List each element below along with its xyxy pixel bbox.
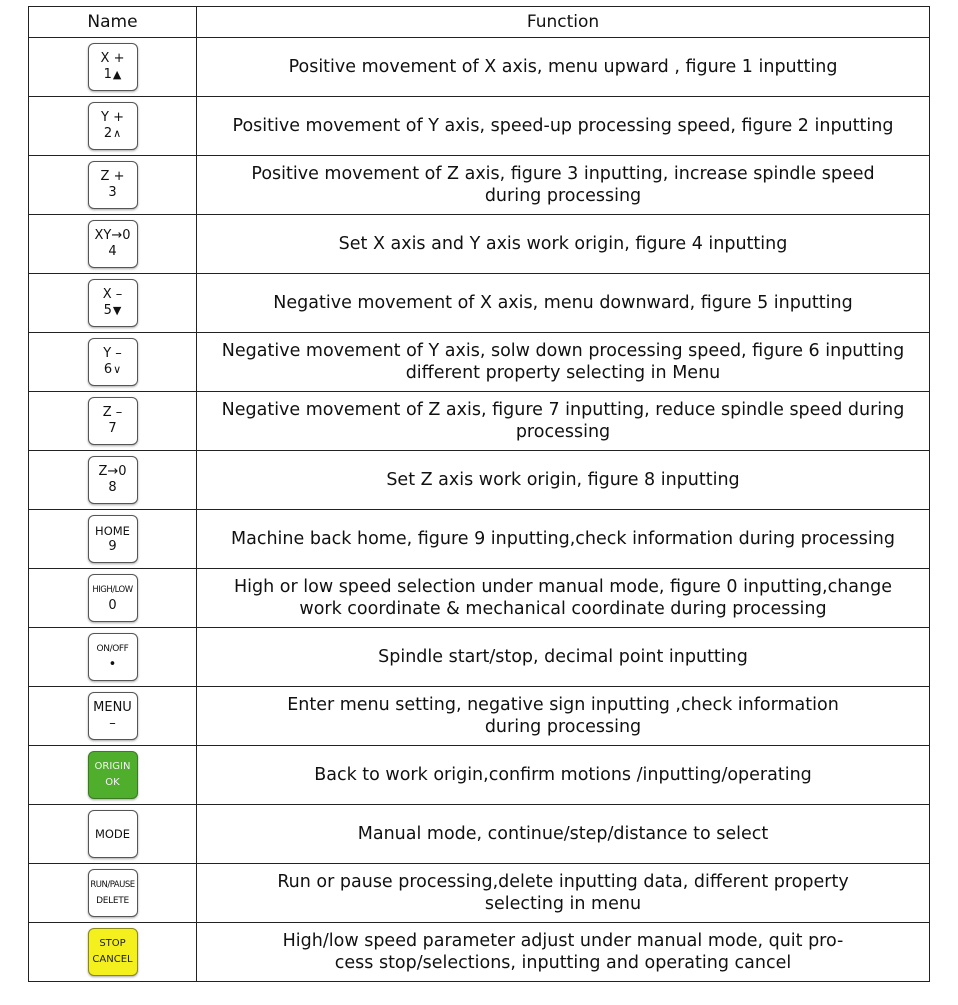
function-description: Positive movement of Y axis, speed-up processing speed, figure 2 inputting	[232, 116, 894, 136]
table-row	[29, 569, 930, 628]
table-row	[29, 628, 930, 687]
function-cell	[197, 392, 930, 451]
header-name: Name	[29, 7, 197, 38]
table-row	[29, 923, 930, 982]
keypad-key-z-3	[88, 161, 138, 209]
key-label-bottom: 3	[108, 185, 117, 200]
key-label-bottom: •	[108, 657, 117, 672]
function-cell	[197, 687, 930, 746]
key-label-bottom: –	[109, 716, 116, 731]
keypad-key-home-9	[88, 515, 138, 563]
key-label-bottom: 5	[103, 303, 112, 318]
caret-down-icon: ∨	[113, 363, 122, 376]
function-description: Manual mode, continue/step/distance to select	[357, 824, 769, 844]
keypad-key-y-2	[88, 102, 138, 150]
key-cell	[29, 628, 197, 687]
keypad-key-x-1	[88, 43, 138, 91]
key-cell	[29, 687, 197, 746]
keypad-key-origin-ok	[88, 751, 138, 799]
triangle-up-icon: ▲	[112, 68, 122, 81]
key-cell	[29, 215, 197, 274]
function-description: Machine back home, figure 9 inputting,check information during processing	[231, 529, 895, 549]
key-label-top: ON/OFF	[96, 644, 129, 654]
key-cell	[29, 923, 197, 982]
key-label-bottom-row	[96, 893, 129, 909]
key-cell	[29, 510, 197, 569]
key-label-bottom: DELETE	[96, 896, 129, 906]
keypad-key-z-0-8	[88, 456, 138, 504]
key-label-top: Z +	[100, 169, 125, 184]
key-cell	[29, 156, 197, 215]
key-label-bottom-row	[92, 952, 132, 968]
key-label-bottom-row	[109, 657, 117, 673]
key-label-bottom: 1	[103, 67, 112, 82]
key-cell	[29, 97, 197, 156]
key-cell	[29, 864, 197, 923]
function-cell	[197, 38, 930, 97]
function-cell	[197, 864, 930, 923]
key-label-bottom-row	[108, 185, 116, 201]
key-cell	[29, 451, 197, 510]
key-label-bottom-row	[104, 126, 121, 142]
key-label-top: ORIGIN	[94, 761, 131, 772]
table-row	[29, 451, 930, 510]
function-cell	[197, 923, 930, 982]
key-label-bottom-row	[108, 598, 116, 614]
key-label-top: HOME	[95, 524, 130, 538]
function-cell	[197, 628, 930, 687]
key-label-top: XY→0	[94, 228, 131, 243]
function-cell	[197, 215, 930, 274]
table-row	[29, 333, 930, 392]
table-row	[29, 215, 930, 274]
key-cell	[29, 569, 197, 628]
function-cell	[197, 156, 930, 215]
table-row	[29, 805, 930, 864]
keypad-key-y-6	[88, 338, 138, 386]
key-cell	[29, 38, 197, 97]
key-cell	[29, 746, 197, 805]
key-label-bottom: 4	[108, 244, 117, 259]
key-label-top: MENU	[93, 700, 132, 715]
function-description: Back to work origin,confirm motions /inputting/operating	[314, 765, 812, 785]
table-row	[29, 510, 930, 569]
function-cell	[197, 333, 930, 392]
keypad-key-xy-0-4	[88, 220, 138, 268]
table-row	[29, 687, 930, 746]
key-label-bottom: CANCEL	[92, 954, 133, 965]
key-label-bottom-row	[108, 539, 116, 555]
table-row	[29, 38, 930, 97]
header-function: Function	[197, 7, 930, 38]
key-label-bottom: OK	[105, 777, 120, 788]
key-label-bottom-row	[105, 775, 119, 791]
caret-up-icon: ∧	[113, 127, 122, 140]
key-label-top: STOP	[99, 938, 126, 949]
table-row	[29, 864, 930, 923]
function-cell	[197, 451, 930, 510]
function-cell	[197, 274, 930, 333]
key-label-bottom-row	[108, 480, 116, 496]
function-description: Negative movement of X axis, menu downward, figure 5 inputting	[273, 293, 853, 313]
key-label-bottom: 6	[103, 362, 113, 377]
keypad-key-on-off	[88, 633, 138, 681]
key-label-bottom: 9	[108, 539, 117, 554]
key-label-bottom-row	[104, 303, 122, 319]
function-cell	[197, 97, 930, 156]
function-cell	[197, 569, 930, 628]
keypad-key-z-7	[88, 397, 138, 445]
key-label-top: HIGH/LOW	[92, 585, 133, 595]
function-description: High or low speed selection under manual mode, figure 0 inputting,change work coordinate & mechanical coordinate during processing	[234, 577, 892, 619]
triangle-down-icon: ▼	[112, 304, 122, 317]
key-cell	[29, 333, 197, 392]
function-cell	[197, 805, 930, 864]
keypad-key-menu	[88, 692, 138, 740]
key-label-top: X +	[100, 51, 125, 66]
table-row	[29, 274, 930, 333]
key-label-bottom: 2	[103, 126, 113, 141]
function-cell	[197, 746, 930, 805]
key-label-bottom-row	[108, 244, 116, 260]
table-row	[29, 156, 930, 215]
key-label-top: Y –	[103, 346, 122, 361]
keypad-key-stop-cancel	[88, 928, 138, 976]
key-label-bottom-row	[104, 67, 122, 83]
function-description: Enter menu setting, negative sign inputting ,check information during processing	[287, 695, 839, 737]
key-function-table	[28, 6, 930, 982]
key-label-bottom: 8	[108, 480, 117, 495]
function-description: High/low speed parameter adjust under manual mode, quit pro- cess stop/selections, inputting and operating cancel	[282, 931, 844, 973]
key-label-bottom-row	[104, 362, 121, 378]
key-label-bottom: 0	[108, 598, 117, 613]
function-description: Negative movement of Y axis, solw down processing speed, figure 6 inputting different property selecting in Menu	[221, 341, 905, 383]
keypad-key-x-5	[88, 279, 138, 327]
key-label-top: RUN/PAUSE	[90, 880, 135, 890]
keypad-key-mode	[88, 810, 138, 858]
function-description: Positive movement of Z axis, figure 3 inputting, increase spindle speed during processing	[251, 164, 875, 206]
keypad-key-high-low-0	[88, 574, 138, 622]
key-label-top: Z –	[102, 405, 123, 420]
function-cell	[197, 510, 930, 569]
key-label-top: MODE	[94, 827, 131, 841]
key-label-bottom-row	[108, 421, 116, 437]
key-label-top: Z→0	[98, 464, 127, 479]
keypad-key-run-pause-delete	[88, 869, 138, 917]
function-description: Negative movement of Z axis, figure 7 inputting, reduce spindle speed during processing	[221, 400, 905, 442]
key-label-bottom-row	[109, 716, 116, 732]
function-description: Spindle start/stop, decimal point inputting	[378, 647, 748, 667]
function-description: Run or pause processing,delete inputting data, different property selecting in menu	[277, 872, 849, 914]
table-row	[29, 97, 930, 156]
table-row	[29, 746, 930, 805]
key-label-top: Y +	[101, 110, 124, 125]
function-description: Set X axis and Y axis work origin, figure 4 inputting	[338, 234, 788, 254]
key-cell	[29, 392, 197, 451]
table-header-row	[29, 7, 930, 38]
key-cell	[29, 805, 197, 864]
table-row	[29, 392, 930, 451]
key-label-bottom: 7	[108, 421, 117, 436]
function-description: Set Z axis work origin, figure 8 inputting	[386, 470, 740, 490]
function-description: Positive movement of X axis, menu upward , figure 1 inputting	[288, 57, 838, 77]
key-cell	[29, 274, 197, 333]
key-label-top: X –	[102, 287, 123, 302]
